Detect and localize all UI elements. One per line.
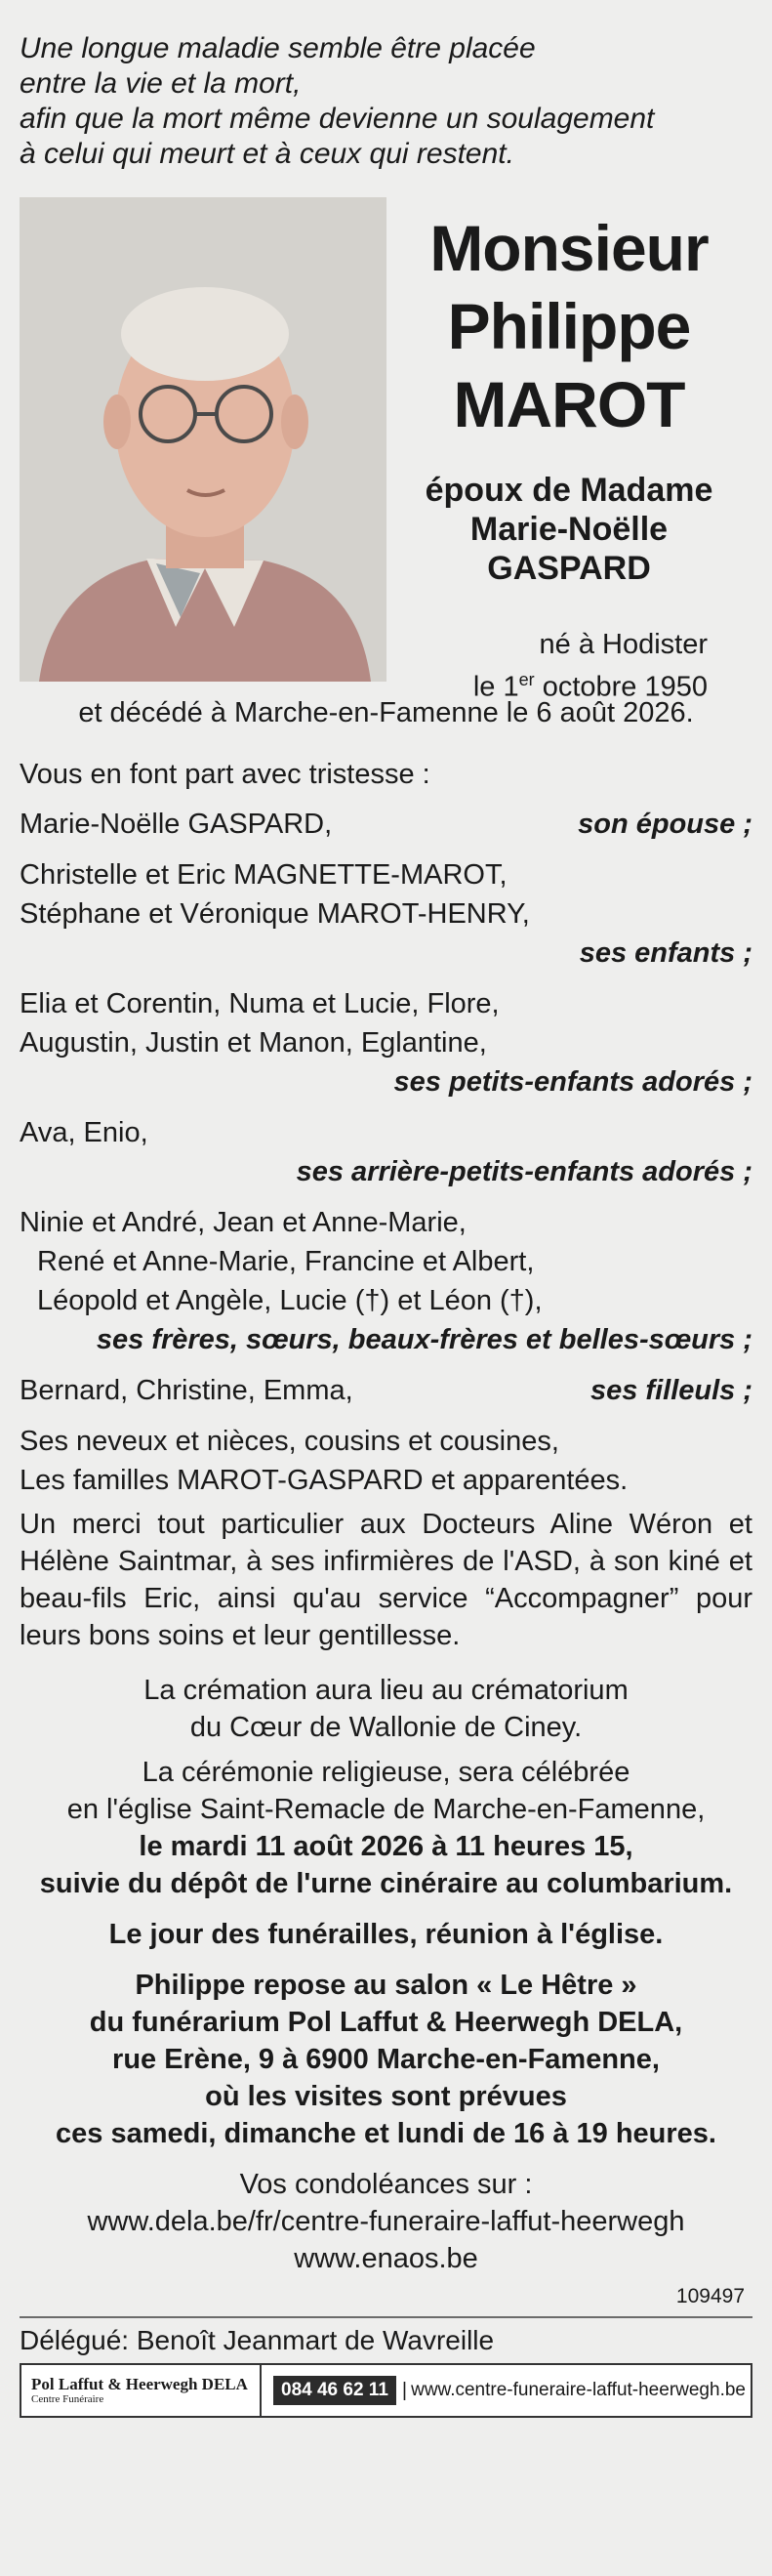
deceased-title: Monsieur xyxy=(429,212,709,284)
header-block xyxy=(20,197,752,744)
family-entry: Ninie et André, Jean et Anne-Marie, xyxy=(20,1207,467,1238)
announcement-intro: Vous en font part avec tristesse : xyxy=(20,759,430,790)
family-entry: Les familles MAROT-GASPARD et apparentées. xyxy=(20,1465,629,1496)
condolences-link[interactable]: www.enaos.be xyxy=(294,2243,478,2274)
poem-line: afin que la mort même devienne un soulagement xyxy=(20,103,655,135)
family-entry: Léopold et Angèle, Lucie (†) et Léon (†), xyxy=(37,1285,543,1316)
birth-info xyxy=(473,627,708,705)
relation-label: son épouse ; xyxy=(578,809,752,840)
relation-label: ses filleuls ; xyxy=(589,1375,752,1406)
relation-label: ses enfants ; xyxy=(579,937,752,969)
family-entry: Marie-Noëlle GASPARD, son épouse ; xyxy=(20,805,752,844)
spouse-line: époux de Madame xyxy=(425,472,713,509)
service-info: La cérémonie religieuse, sera célébrée en l'église Saint-Remacle de Marche-en-Famenne, le mardi 11 août 2026 à 11 heures 15, suivie du dépôt de l'urne cinéraire au columbarium. xyxy=(39,1757,733,1899)
portrait-photo xyxy=(20,197,386,682)
phone-number[interactable]: 084 46 62 11 xyxy=(273,2376,396,2405)
family-entry: René et Anne-Marie, Francine et Albert, xyxy=(37,1246,535,1277)
family-entry: Ava, Enio, xyxy=(20,1117,148,1148)
family-entry: Bernard, Christine, Emma, ses filleuls ; xyxy=(20,1371,752,1410)
poem xyxy=(20,31,752,172)
relation-label: ses petits-enfants adorés ; xyxy=(393,1066,752,1098)
cremation-info: La crémation aura lieu au crématorium du Cœur de Wallonie de Ciney. xyxy=(143,1675,629,1743)
funeral-home-link[interactable]: www.centre-funeraire-laffut-heerwegh.be xyxy=(411,2380,746,2400)
deceased-last-name: MAROT xyxy=(453,368,685,440)
gathering-info: Le jour des funérailles, réunion à l'église. xyxy=(108,1919,664,1950)
reference-number: 109497 xyxy=(675,2285,745,2307)
funeral-home-logo: Pol Laffut & Heerwegh DELA Centre Funéraire xyxy=(21,2365,262,2416)
relation-label: ses frères, sœurs, beaux-frères et belles-sœurs ; xyxy=(96,1324,752,1355)
visit-info: Philippe repose au salon « Le Hêtre » du funérarium Pol Laffut & Heerwegh DELA, rue Erène, 9 à 6900 Marche-en-Famenne, où les visites sont prévues ces samedi, dimanche et lundi de 16 à 19 heures. xyxy=(56,1970,716,2149)
death-info: et décédé à Marche-en-Famenne le 6 août 2026. xyxy=(78,697,694,728)
divider xyxy=(20,2316,752,2318)
birth-place: né à Hodister xyxy=(539,629,708,660)
deceased-name-block xyxy=(393,209,745,588)
spouse-line: GASPARD xyxy=(487,550,651,587)
family-entry: Elia et Corentin, Numa et Lucie, Flore, xyxy=(20,988,500,1019)
family-entry: Stéphane et Véronique MAROT-HENRY, xyxy=(20,898,530,930)
condolences-info: Vos condoléances sur : www.dela.be/fr/centre-funeraire-laffut-heerwegh www.enaos.be xyxy=(20,2166,752,2277)
deceased-first-name: Philippe xyxy=(447,290,691,362)
birth-date: le 1er octobre 1950 xyxy=(472,670,708,703)
poem-line: à celui qui meurt et à ceux qui restent. xyxy=(20,138,514,170)
family-entry: Christelle et Eric MAGNETTE-MAROT, xyxy=(20,859,508,891)
spouse-line: Marie-Noëlle xyxy=(469,511,669,548)
poem-line: Une longue maladie semble être placée xyxy=(20,32,536,64)
relation-label: ses arrière-petits-enfants adorés ; xyxy=(296,1156,752,1187)
delegate-line: Délégué: Benoît Jeanmart de Wavreille xyxy=(20,2325,495,2355)
thanks-paragraph: Un merci tout particulier aux Docteurs Aline Wéron et Hélène Saintmar, à ses infirmières de l'ASD, à son kiné et beau-fils Eric, ainsi qu'au service “Accompagner” pour leurs bons soins et leur gentillesse. xyxy=(20,1509,752,1651)
family-entry: Augustin, Justin et Manon, Eglantine, xyxy=(20,1027,487,1059)
condolences-link[interactable]: www.dela.be/fr/centre-funeraire-laffut-heerwegh xyxy=(87,2206,685,2237)
separator: | xyxy=(401,2379,408,2401)
family-entry: Ses neveux et nièces, cousins et cousines, xyxy=(20,1426,559,1457)
funeral-home-footer xyxy=(20,2363,752,2418)
poem-line: entre la vie et la mort, xyxy=(20,67,302,100)
